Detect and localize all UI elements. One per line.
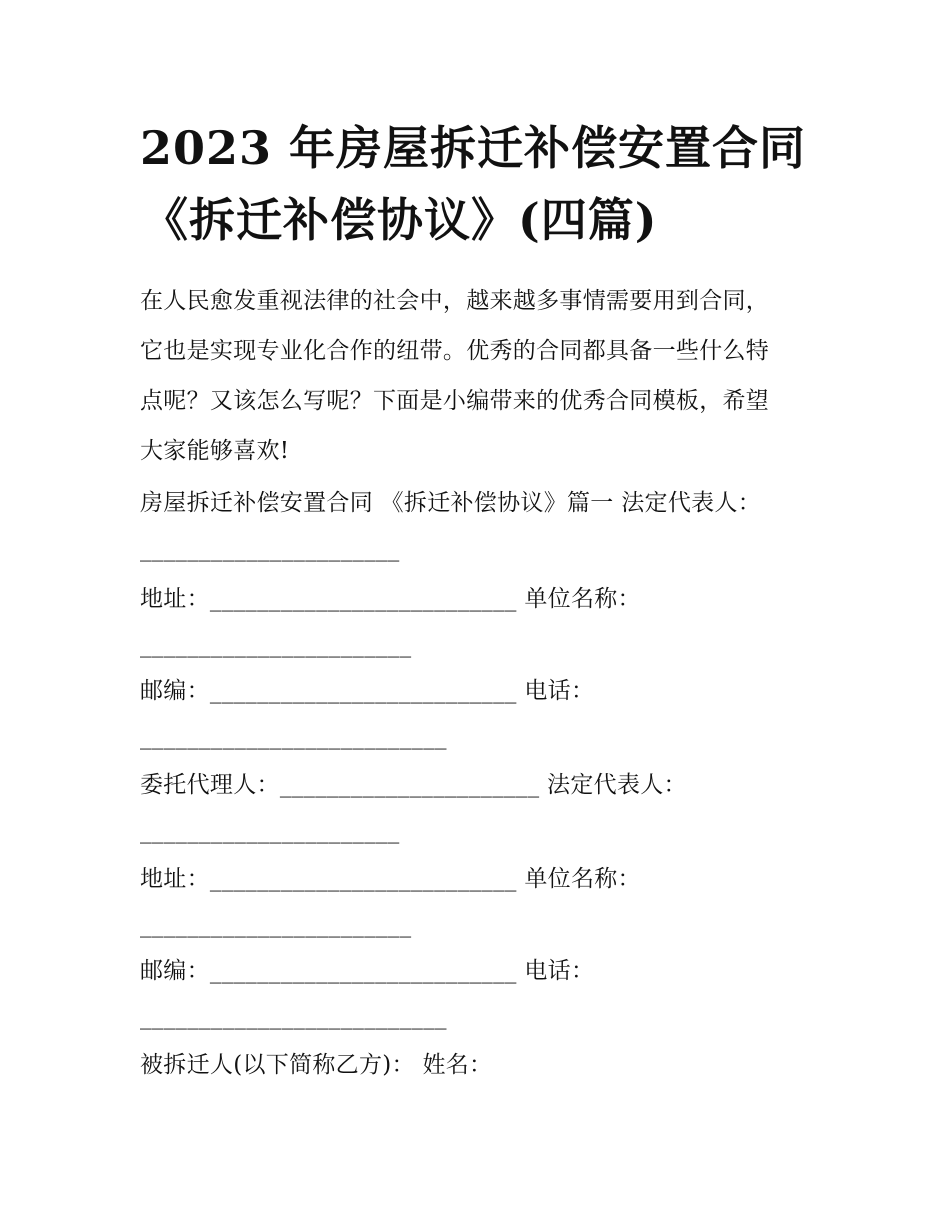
party-b-line: 被拆迁人(以下简称乙方)： 姓名： [140, 1052, 493, 1078]
intro-line-3: 点呢？又该怎么写呢？下面是小编带来的优秀合同模板，希望 [140, 388, 770, 414]
phone-label-2: 电话： [524, 958, 595, 984]
address-row-2 [140, 864, 641, 894]
postcode-blank: __________________________ [209, 678, 517, 704]
address-label-2: 地址： [140, 866, 210, 892]
title-line-2: 《拆迁补偿协议》(四篇) [142, 193, 658, 247]
intro-paragraph [140, 276, 820, 476]
address-blank-2: __________________________ [209, 866, 517, 892]
intro-line-2: 它也是实现专业化合作的纽带。优秀的合同都具备一些什么特 [140, 338, 770, 364]
agent-label: 委托代理人： [140, 772, 280, 798]
address-row [140, 584, 641, 614]
intro-line-1: 在人民愈发重视法律的社会中，越来越多事情需要用到合同， [140, 288, 770, 314]
postcode-label: 邮编： [140, 678, 210, 704]
intro-line-4: 大家能够喜欢! [140, 438, 290, 464]
postcode-row-2 [140, 956, 594, 986]
phone-blank-2: __________________________ [140, 1004, 447, 1030]
document-title [140, 112, 840, 256]
unit-name-blank: _______________________ [140, 632, 412, 658]
agent-blank: ______________________ [279, 772, 540, 798]
section-heading: 房屋拆迁补偿安置合同 《拆迁补偿协议》篇一 法定代表人： [140, 490, 762, 516]
unit-name-blank-2: _______________________ [140, 912, 412, 938]
address-blank: __________________________ [209, 586, 517, 612]
title-line-1: 2023 年房屋拆迁补偿安置合同 [140, 121, 807, 175]
agent-row [140, 770, 687, 800]
legal-rep-blank-2: ______________________ [140, 818, 400, 844]
phone-label: 电话： [524, 678, 595, 704]
legal-rep-label-2: 法定代表人： [547, 772, 687, 798]
legal-rep-blank: ______________________ [140, 536, 400, 562]
postcode-blank-2: __________________________ [209, 958, 517, 984]
postcode-label-2: 邮编： [140, 958, 210, 984]
unit-name-label-2: 单位名称： [524, 866, 641, 892]
postcode-row [140, 676, 594, 706]
unit-name-label: 单位名称： [524, 586, 641, 612]
phone-blank: __________________________ [140, 724, 447, 750]
address-label: 地址： [140, 586, 210, 612]
